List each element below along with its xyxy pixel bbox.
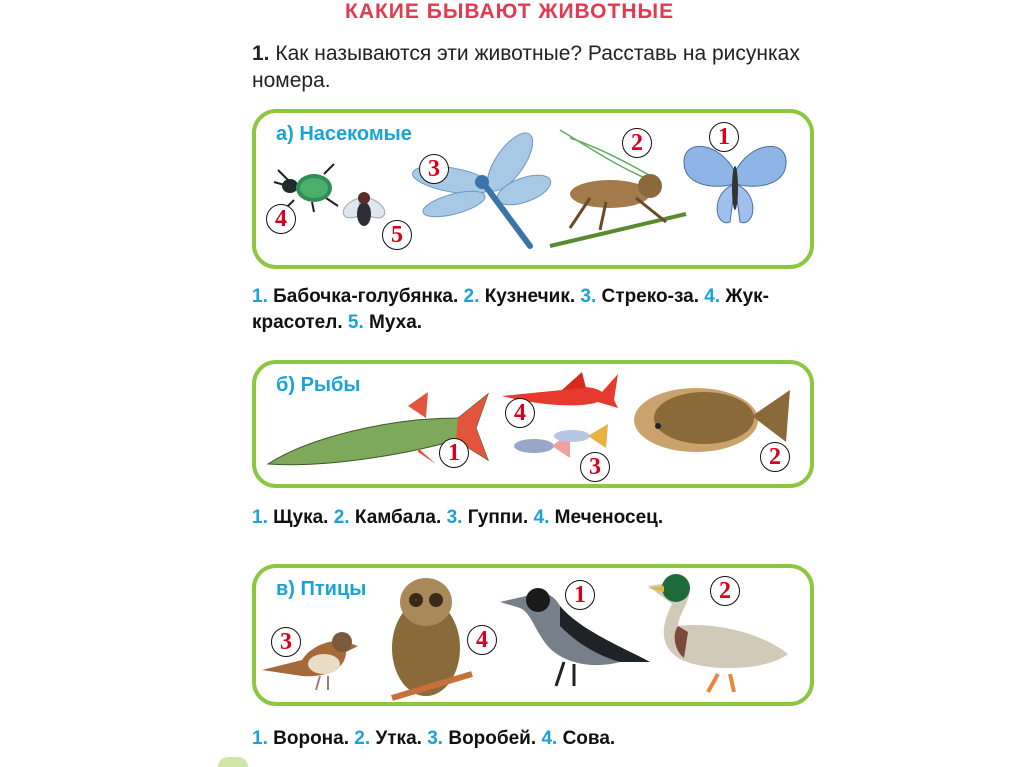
fly-number-mark: 5 xyxy=(382,220,412,250)
fish-answer xyxy=(252,505,822,531)
answer-text: Сова. xyxy=(562,728,616,749)
grasshopper-image xyxy=(550,128,686,248)
fish-label: б) Рыбы xyxy=(276,374,361,396)
owl-image xyxy=(382,572,474,702)
answer-text: Ворона. xyxy=(273,728,350,749)
answer-text: Щука. xyxy=(273,507,329,528)
answer-text: Бабочка-голубянка. xyxy=(273,286,459,307)
corner-decoration xyxy=(218,757,248,767)
insects-label: а) Насекомые xyxy=(276,123,412,145)
grasshopper-number-mark: 2 xyxy=(622,128,652,158)
dragonfly-number-mark: 3 xyxy=(419,154,449,184)
answer-num: 5. xyxy=(347,312,364,333)
duck-number-mark: 2 xyxy=(710,576,740,606)
answer-text: Стреко-за. xyxy=(601,286,699,307)
owl-number-mark: 4 xyxy=(467,625,497,655)
flounder-number-mark: 2 xyxy=(760,442,790,472)
answer-num: 2. xyxy=(333,507,350,528)
guppy-number-mark: 3 xyxy=(580,452,610,482)
answer-text: Камбала. xyxy=(354,507,442,528)
answer-num: 3. xyxy=(427,728,444,749)
birds-label: в) Птицы xyxy=(276,578,367,600)
answer-text: Кузнечик. xyxy=(484,286,576,307)
pike-number-mark: 1 xyxy=(439,438,469,468)
answer-text: Муха. xyxy=(369,312,423,333)
butterfly-number-mark: 1 xyxy=(709,122,739,152)
answer-num: 4. xyxy=(704,286,721,307)
answer-num: 1. xyxy=(252,728,268,749)
answer-text: Жук-красотел. xyxy=(252,286,769,333)
page-title: КАКИЕ БЫВАЮТ ЖИВОТНЫЕ xyxy=(345,0,675,23)
answer-num: 4. xyxy=(541,728,558,749)
answer-text: Воробей. xyxy=(448,728,537,749)
answer-num: 2. xyxy=(463,286,480,307)
answer-num: 3. xyxy=(446,507,463,528)
task-question: Как называются эти животные? Расставь на рисунках номера. xyxy=(252,42,800,92)
answer-text: Меченосец. xyxy=(554,507,664,528)
insects-answer xyxy=(252,284,822,336)
answer-num: 3. xyxy=(580,286,597,307)
dragonfly-image xyxy=(412,128,552,250)
answer-num: 1. xyxy=(252,507,268,528)
answer-num: 1. xyxy=(252,286,268,307)
sparrow-number-mark: 3 xyxy=(271,627,301,657)
task-text xyxy=(252,40,822,94)
answer-num: 2. xyxy=(354,728,371,749)
swordtail-number-mark: 4 xyxy=(505,398,535,428)
crow-number-mark: 1 xyxy=(565,580,595,610)
task-number: 1. xyxy=(252,42,270,65)
beetle-number-mark: 4 xyxy=(266,204,296,234)
answer-text: Утка. xyxy=(375,728,422,749)
answer-text: Гуппи. xyxy=(467,507,529,528)
answer-num: 4. xyxy=(533,507,550,528)
birds-answer xyxy=(252,726,822,752)
